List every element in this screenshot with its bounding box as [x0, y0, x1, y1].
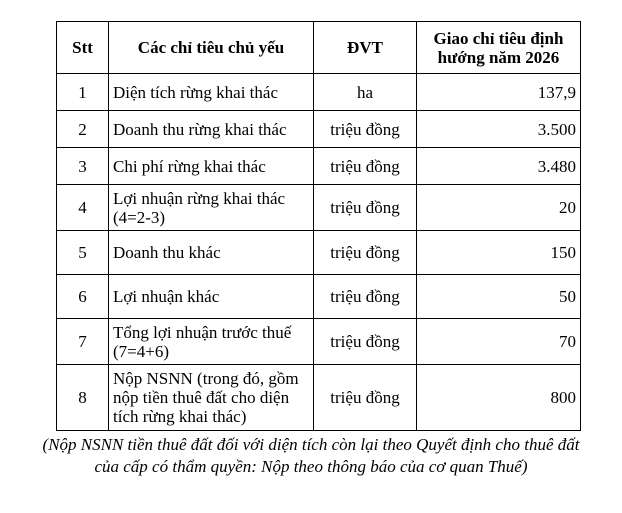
row-indicator: Lợi nhuận khác	[109, 275, 314, 319]
row-unit: triệu đồng	[314, 319, 417, 365]
row-indicator: Chi phí rừng khai thác	[109, 148, 314, 185]
footnote	[0, 434, 622, 478]
row-indicator: Lợi nhuận rừng khai thác (4=2-3)	[109, 185, 314, 231]
row-unit: triệu đồng	[314, 365, 417, 431]
header-unit: ĐVT	[314, 22, 417, 74]
row-stt: 7	[57, 319, 109, 365]
footnote-line: (Nộp NSNN tiền thuê đất đối với diện tích còn lại theo Quyết định cho thuê đất	[42, 435, 580, 454]
row-value: 20	[417, 185, 581, 231]
row-stt: 6	[57, 275, 109, 319]
row-stt: 3	[57, 148, 109, 185]
row-indicator: Doanh thu khác	[109, 231, 314, 275]
table-row	[57, 148, 581, 185]
table-row	[57, 319, 581, 365]
row-stt: 8	[57, 365, 109, 431]
row-value: 70	[417, 319, 581, 365]
table-row	[57, 111, 581, 148]
table-row	[57, 231, 581, 275]
row-unit: ha	[314, 74, 417, 111]
row-unit: triệu đồng	[314, 231, 417, 275]
row-unit: triệu đồng	[314, 148, 417, 185]
row-value: 3.480	[417, 148, 581, 185]
table-row	[57, 365, 581, 431]
row-indicator: Nộp NSNN (trong đó, gồm nộp tiền thuê đất cho diện tích rừng khai thác)	[109, 365, 314, 431]
header-target-2026: Giao chỉ tiêu định hướng năm 2026	[417, 22, 581, 74]
table-header-row	[57, 22, 581, 74]
table-row	[57, 74, 581, 111]
row-value: 150	[417, 231, 581, 275]
row-stt: 4	[57, 185, 109, 231]
row-stt: 1	[57, 74, 109, 111]
table-row	[57, 275, 581, 319]
row-stt: 5	[57, 231, 109, 275]
row-unit: triệu đồng	[314, 111, 417, 148]
row-value: 800	[417, 365, 581, 431]
header-indicators: Các chỉ tiêu chủ yếu	[109, 22, 314, 74]
row-value: 137,9	[417, 74, 581, 111]
row-indicator: Doanh thu rừng khai thác	[109, 111, 314, 148]
row-value: 50	[417, 275, 581, 319]
row-value: 3.500	[417, 111, 581, 148]
row-unit: triệu đồng	[314, 185, 417, 231]
row-indicator: Tổng lợi nhuận trước thuế (7=4+6)	[109, 319, 314, 365]
targets-table	[56, 21, 581, 431]
header-stt: Stt	[57, 22, 109, 74]
row-stt: 2	[57, 111, 109, 148]
footnote-line: của cấp có thẩm quyền: Nộp theo thông báo của cơ quan Thuế)	[94, 457, 528, 476]
row-indicator: Diện tích rừng khai thác	[109, 74, 314, 111]
row-unit: triệu đồng	[314, 275, 417, 319]
table-row	[57, 185, 581, 231]
